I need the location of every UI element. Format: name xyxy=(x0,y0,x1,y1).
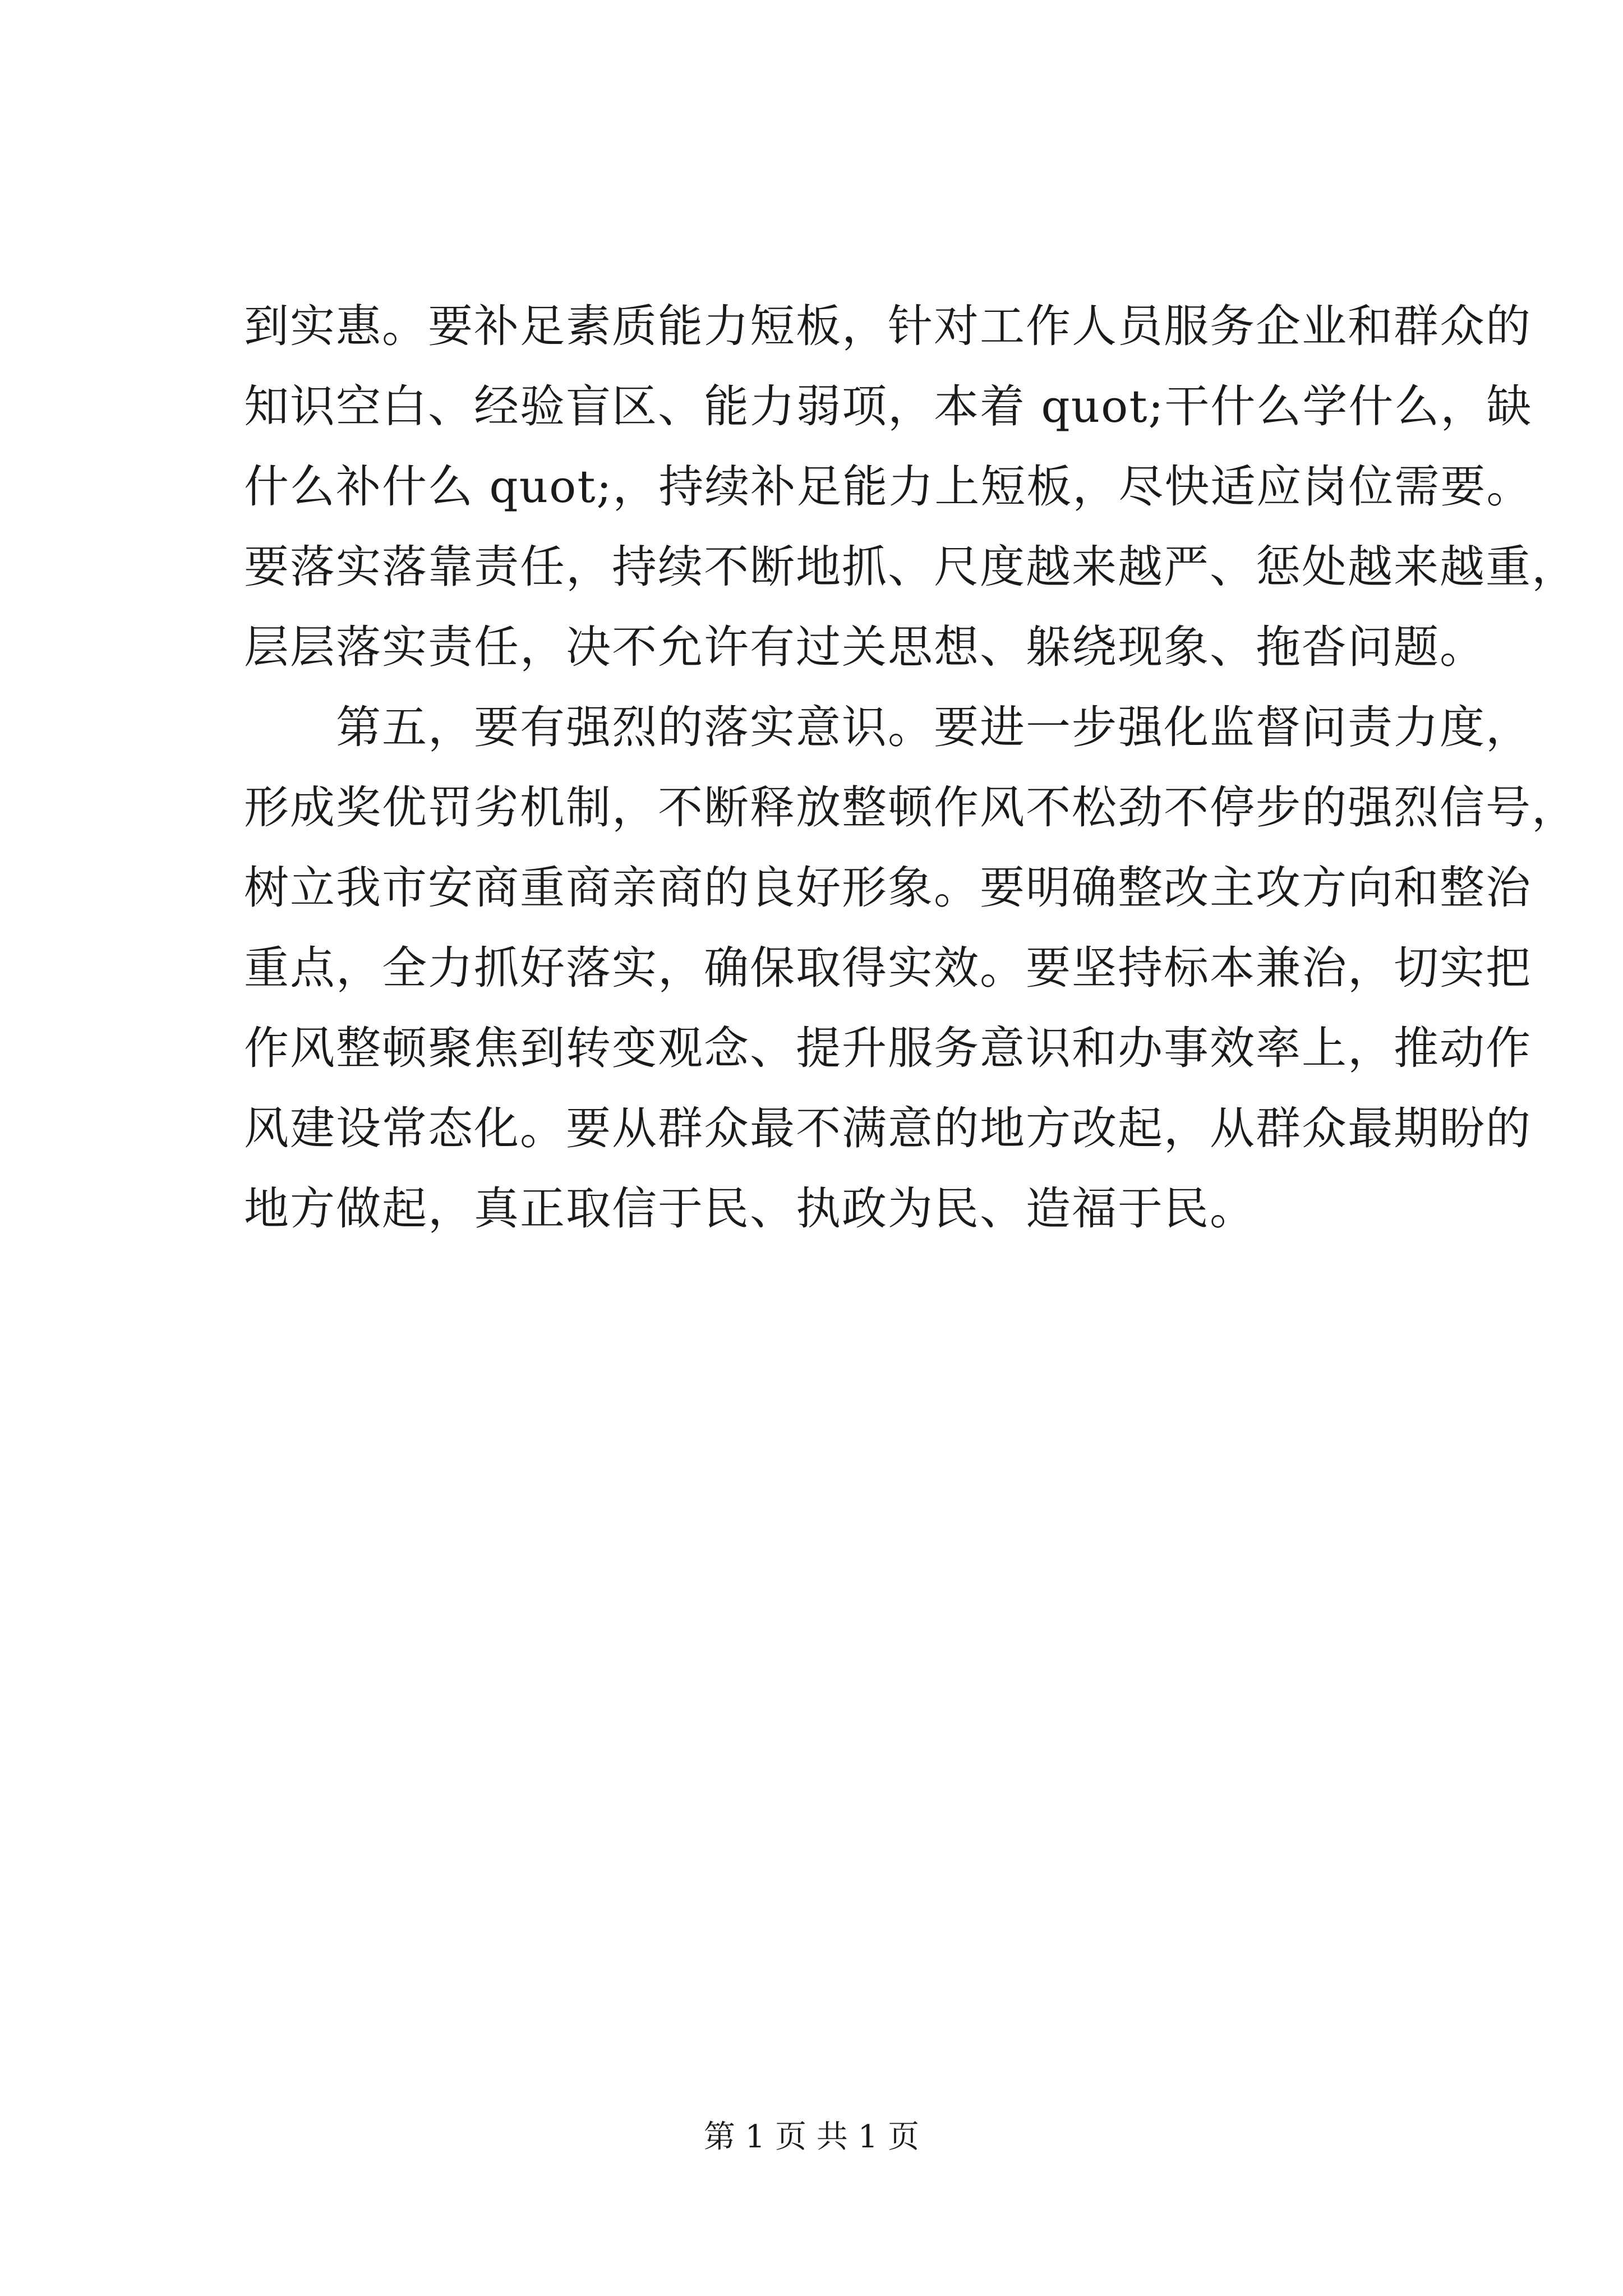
text-line: 要落实落靠责任，持续不断地抓、尺度越来越严、惩处越来越重， xyxy=(244,541,1578,593)
text-line: 第五，要有强烈的落实意识。要进一步强化监督问责力度， xyxy=(244,701,1532,753)
page-footer: 第 1 页 共 1 页 xyxy=(703,2119,920,2155)
body-text xyxy=(244,286,1578,1249)
text-line: 到实惠。要补足素质能力短板，针对工作人员服务企业和群众的 xyxy=(244,300,1532,352)
text-line: 什么补什么 quot;，持续补足能力上短板，尽快适应岗位需要。 xyxy=(244,461,1533,513)
text-line: 重点，全力抓好落实，确保取得实效。要坚持标本兼治，切实把 xyxy=(244,942,1532,994)
text-line: 层层落实责任，决不允许有过关思想、躲绕现象、拖沓问题。 xyxy=(244,621,1486,673)
text-line: 知识空白、经验盲区、能力弱项，本着 quot;干什么学什么，缺 xyxy=(244,380,1533,432)
text-line: 形成奖优罚劣机制，不断释放整顿作风不松劲不停步的强烈信号， xyxy=(244,781,1578,834)
text-line: 作风整顿聚焦到转变观念、提升服务意识和办事效率上，推动作 xyxy=(244,1022,1532,1074)
text-line: 风建设常态化。要从群众最不满意的地方改起，从群众最期盼的 xyxy=(244,1102,1532,1154)
text-line: 地方做起，真正取信于民、执政为民、造福于民。 xyxy=(244,1182,1256,1235)
text-line: 树立我市安商重商亲商的良好形象。要明确整改主攻方向和整治 xyxy=(244,862,1532,914)
